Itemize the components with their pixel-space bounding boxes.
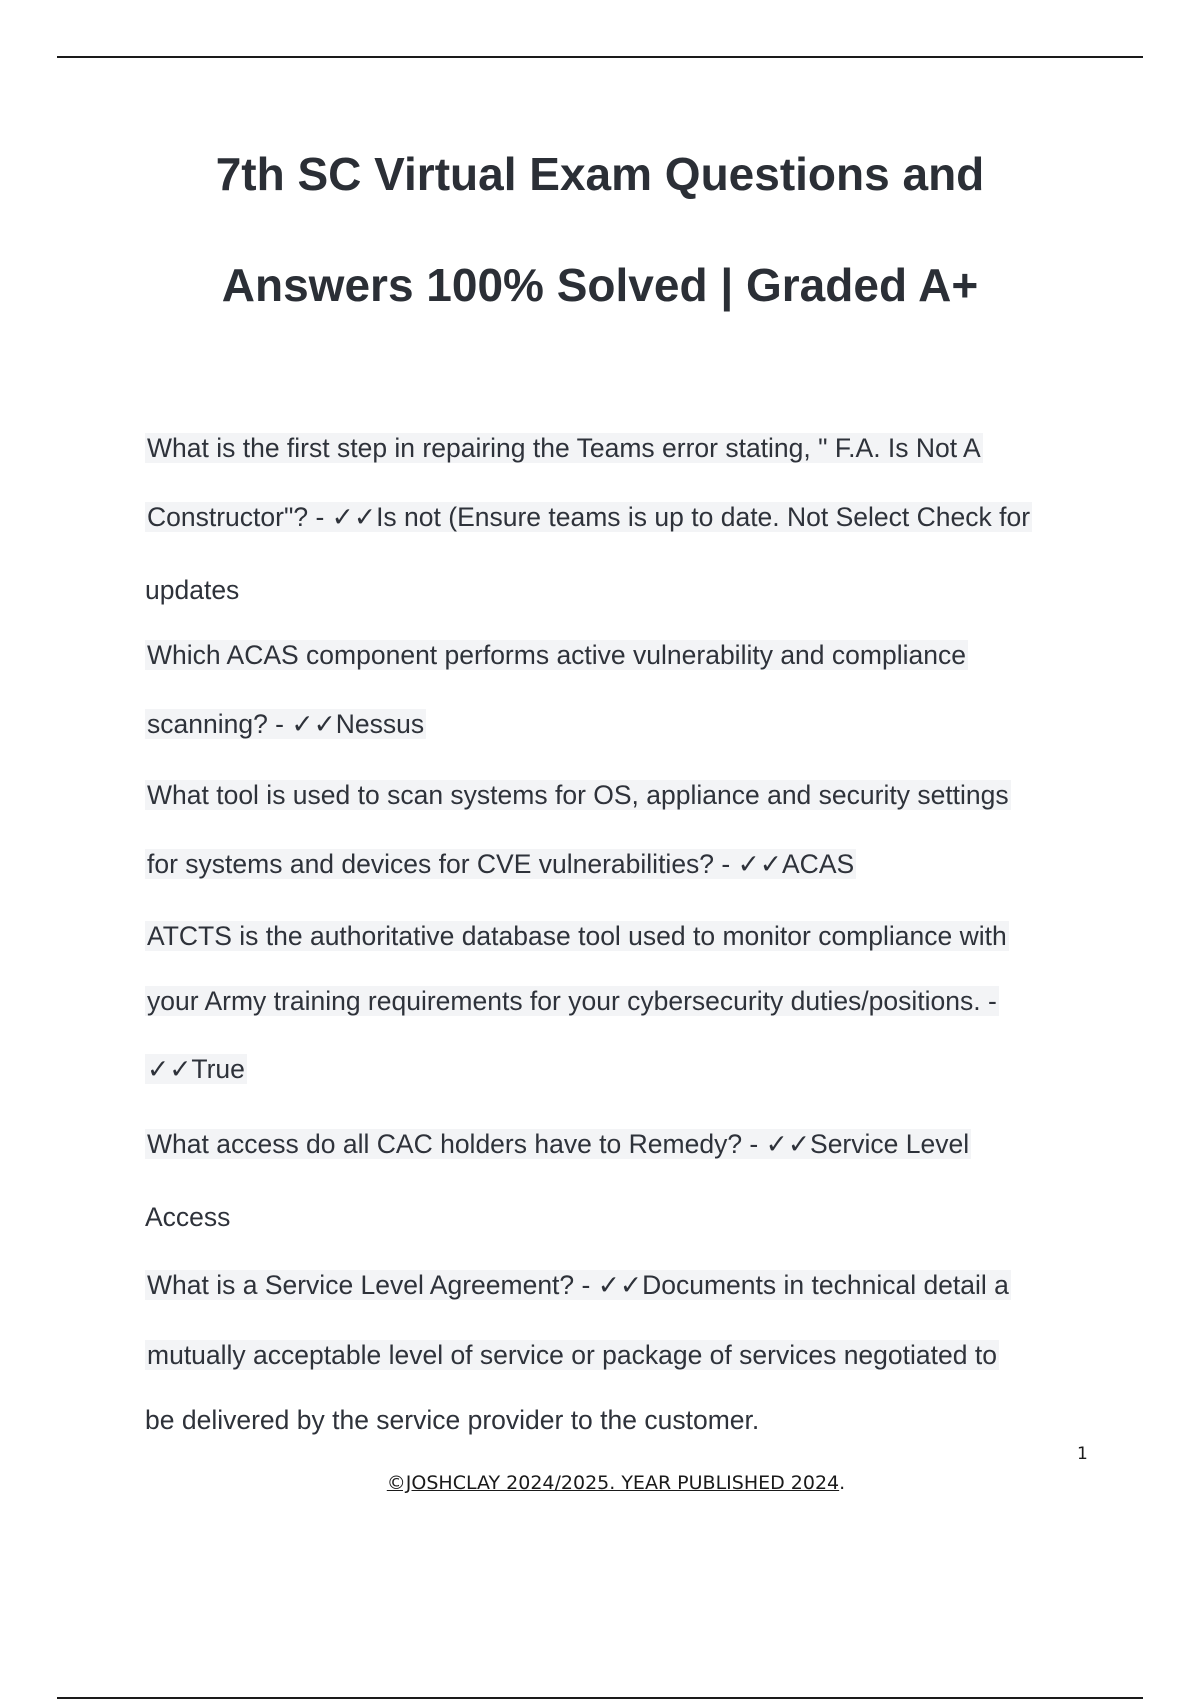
text-line [145,571,239,609]
text-line [145,1336,999,1374]
text-line-content: your Army training requirements for your cybersecurity duties/positions. - [147,986,997,1016]
text-line [145,429,983,467]
text-line [145,1401,759,1439]
text-line [145,1266,1011,1304]
text-line-content: Which ACAS component performs active vulnerability and compliance [147,640,966,670]
text-line [145,1050,247,1088]
text-line [145,982,999,1020]
text-line-content: ✓✓True [147,1054,245,1084]
text-line-content: Access [145,1202,231,1232]
copyright-footer [0,1472,1200,1494]
text-line [145,636,968,674]
text-line [145,1198,230,1236]
text-line-content: ATCTS is the authoritative database tool used to monitor compliance with [147,921,1007,951]
text-line-content: updates [145,575,240,605]
document-title-line-1: 7th SC Virtual Exam Questions and [215,148,985,200]
text-line [145,1125,971,1163]
bottom-rule [57,1697,1143,1699]
text-line [145,776,1011,814]
page-number: 1 [1077,1444,1088,1464]
text-line-content: What access do all CAC holders have to Remedy? - ✓✓Service Level [147,1129,970,1159]
document-title-line-2: Answers 100% Solved | Graded A+ [221,259,979,311]
copyright-period: . [839,1472,846,1494]
text-line [145,705,426,743]
top-rule [57,56,1143,58]
text-line-content: be delivered by the service provider to the customer. [145,1405,760,1435]
text-line-content: What tool is used to scan systems for OS, appliance and security settings [147,780,1009,810]
text-line-content: mutually acceptable level of service or package of services negotiated to [147,1340,997,1370]
text-line-content: What is the first step in repairing the Teams error stating, " F.A. Is Not A [147,433,981,463]
text-line [145,498,1032,536]
text-line [145,917,1009,955]
text-line [145,845,856,883]
text-line-content: Constructor"? - ✓✓Is not (Ensure teams is up to date. Not Select Check for [147,502,1031,532]
copyright-text: ©JOSHCLAY 2024/2025. YEAR PUBLISHED 2024 [386,1472,840,1494]
text-line-content: What is a Service Level Agreement? - ✓✓Documents in technical detail a [147,1270,1009,1300]
text-line-content: scanning? - ✓✓Nessus [147,709,425,739]
text-line-content: for systems and devices for CVE vulnerabilities? - ✓✓ACAS [147,849,855,879]
